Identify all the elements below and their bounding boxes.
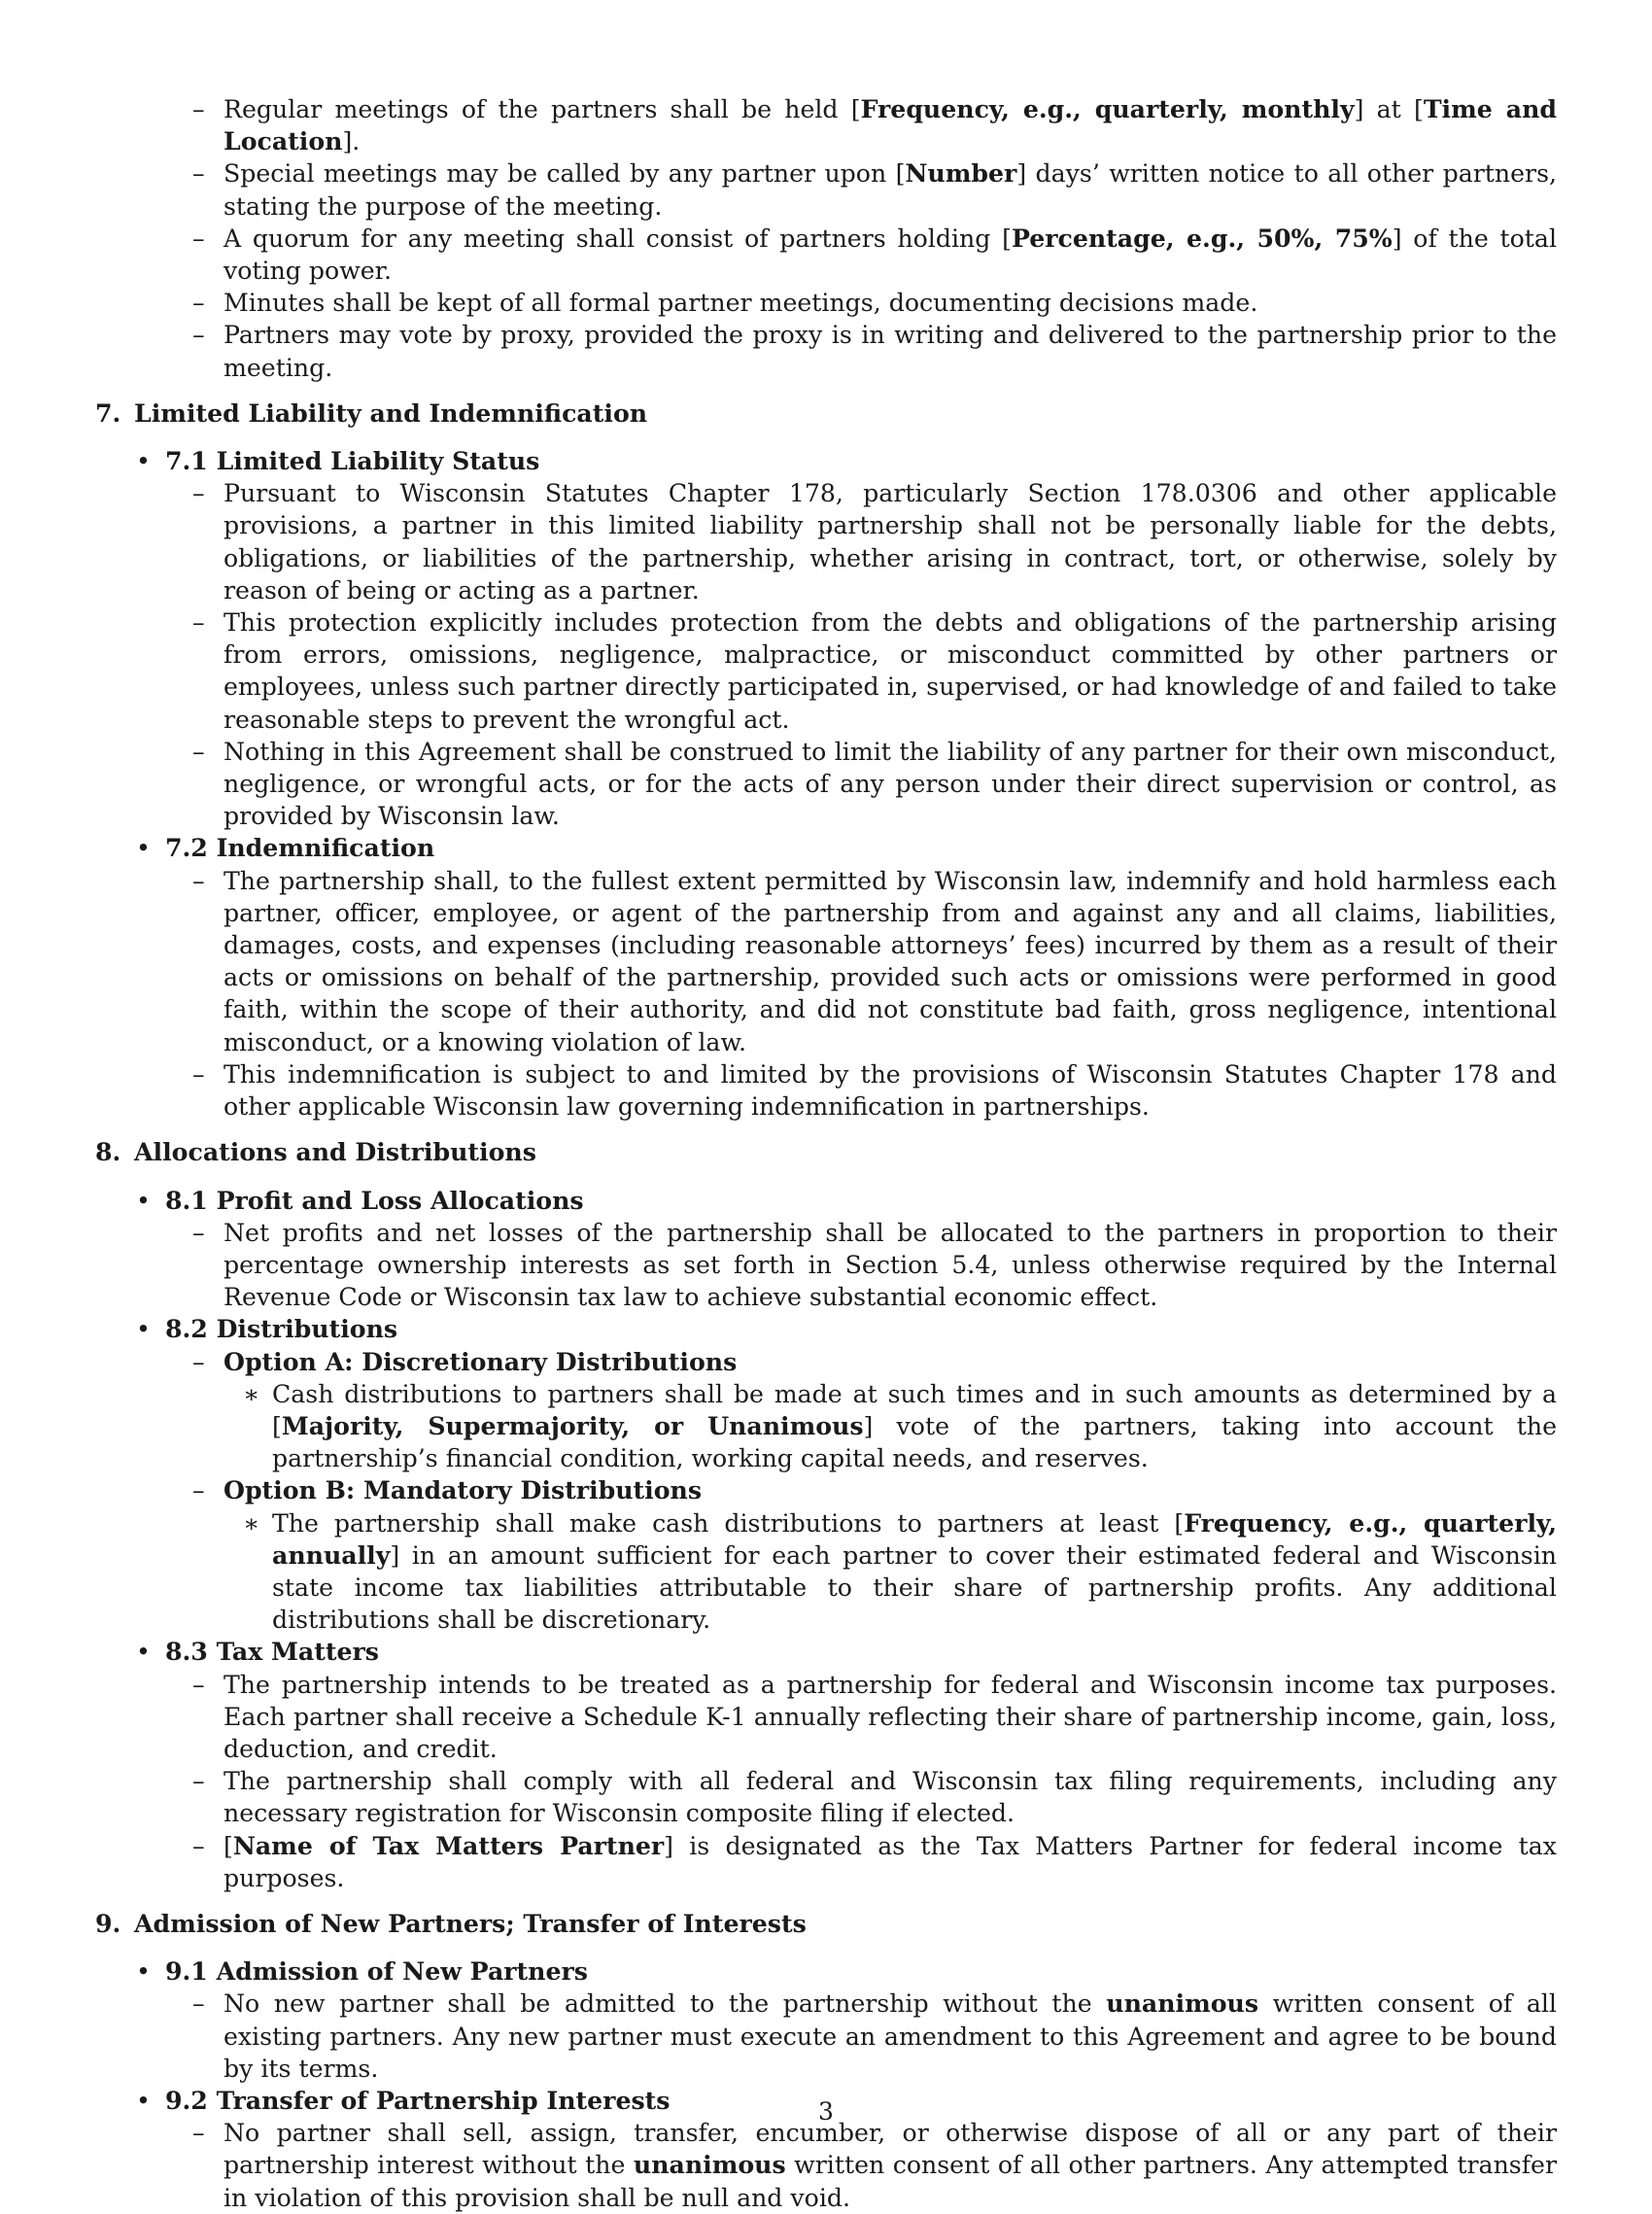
dash-marker: – xyxy=(192,321,205,350)
nested-list-item: ∗ The partnership shall make cash distributions to partners at least [Frequency, e.g., quarterly, annually] in an amount sufficient for each partner to cover their estimated federal and Wisconsin state income tax liabilities attributable to their share of partnership profits. Any additional distributions shall be discretionary. xyxy=(243,1507,1557,1637)
list-item: – The partnership intends to be treated as a partnership for federal and Wisconsin income tax purposes. Each partner shall receive a Schedule K-1 annually reflecting their share of partnership income, gain, loss, deduction, and credit. xyxy=(192,1669,1557,1766)
dash-marker: – xyxy=(192,866,205,895)
list-item: – Minutes shall be kept of all formal partner meetings, documenting decisions made. xyxy=(192,287,1557,319)
dash-marker: – xyxy=(192,479,205,508)
dash-marker: – xyxy=(192,1670,205,1699)
subsection-heading: • 8.2 Distributions xyxy=(134,1313,1557,1345)
dash-marker: – xyxy=(192,608,205,638)
subsection-heading: • 9.1 Admission of New Partners xyxy=(134,1955,1557,1988)
dash-marker: – xyxy=(192,95,205,123)
dash-marker: – xyxy=(192,289,205,318)
section-heading: 7. Limited Liability and Indemnification xyxy=(95,398,648,428)
dash-marker: – xyxy=(192,1831,205,1860)
dash-marker: – xyxy=(192,1476,205,1505)
list-item: – No new partner shall be admitted to the partnership without the unanimous written consent of all existing partners. Any new partner must execute an amendment to this Agreement and agree to be bound by its terms. xyxy=(192,1988,1557,2085)
page-number: 3 xyxy=(818,2097,834,2126)
dash-marker: – xyxy=(192,1989,205,2019)
list-item: – No partner shall sell, assign, transfer, encumber, or otherwise dispose of all or any part of their partnership interest without the unanimous written consent of all other partners. Any attempted transfer in violation of this provision shall be null and void. xyxy=(192,2117,1557,2214)
list-item: – Regular meetings of the partners shall be held [Frequency, e.g., quarterly, monthly] at [Time and Location]. xyxy=(192,93,1557,157)
subsection-heading: • 9.2 Transfer of Partnership Interests xyxy=(134,2085,1557,2117)
dash-marker: – xyxy=(192,737,205,766)
section-heading: 9. Admission of New Partners; Transfer of Interests xyxy=(95,1908,807,1938)
subsection-heading: • 7.2 Indemnification xyxy=(134,832,1557,864)
nested-list-item: ∗ Cash distributions to partners shall be made at such times and in such amounts as determined by a [Majority, Supermajority, or Unanimous] vote of the partners, taking into account the partnership’s financial condition, working capital needs, and reserves. xyxy=(243,1378,1557,1475)
list-item: – The partnership shall, to the fullest extent permitted by Wisconsin law, indemnify and hold harmless each partner, officer, employee, or agent of the partnership from and against any and all claims, liabilities, damages, costs, and expenses (including reasonable attorneys’ fees) incurred by them as a result of their acts or omissions on behalf of the partnership, provided such acts or omissions were performed in good faith, within the scope of their authority, and did not constitute bad faith, gross negligence, intentional misconduct, or a knowing violation of law. xyxy=(192,865,1557,1058)
bullet-marker: • xyxy=(136,1638,151,1667)
dash-marker: – xyxy=(192,2119,205,2148)
list-item: – The partnership shall comply with all federal and Wisconsin tax filing requirements, including any necessary registration for Wisconsin composite filing if elected. xyxy=(192,1765,1557,1829)
list-item: – Pursuant to Wisconsin Statutes Chapter 178, particularly Section 178.0306 and other applicable provisions, a partner in this limited liability partnership shall not be personally liable for the debts, obligations, or liabilities of the partnership, whether arising in contract, tort, or otherwise, solely by reason of being or acting as a partner. xyxy=(192,477,1557,606)
list-item: – Special meetings may be called by any partner upon [Number] days’ written notice to all other partners, stating the purpose of the meeting. xyxy=(192,157,1557,222)
section-heading: 8. Allocations and Distributions xyxy=(95,1137,536,1167)
list-item: – Nothing in this Agreement shall be construed to limit the liability of any partner for their own misconduct, negligence, or wrongful acts, or for the acts of any person under their direct supervision or control, as provided by Wisconsin law. xyxy=(192,736,1557,833)
dash-marker: – xyxy=(192,224,205,253)
bullet-marker: • xyxy=(136,834,151,863)
list-item: – A quorum for any meeting shall consist of partners holding [Percentage, e.g., 50%, 75%] of the total voting power. xyxy=(192,223,1557,287)
list-item: – [Name of Tax Matters Partner] is designated as the Tax Matters Partner for federal income tax purposes. xyxy=(192,1830,1557,1894)
bullet-marker: • xyxy=(136,1315,151,1344)
bullet-marker: • xyxy=(136,2086,151,2115)
option-heading: – Option A: Discretionary Distributions xyxy=(192,1346,1557,1378)
list-item: – Net profits and net losses of the partnership shall be allocated to the partners in proportion to their percentage ownership interests as set forth in Section 5.4, unless otherwise required by the Internal Revenue Code or Wisconsin tax law to achieve substantial economic effect. xyxy=(192,1217,1557,1314)
subsection-heading: • 7.1 Limited Liability Status xyxy=(134,445,1557,477)
dash-marker: – xyxy=(192,1059,205,1089)
bullet-marker: • xyxy=(136,1957,151,1987)
dash-marker: – xyxy=(192,1767,205,1796)
dash-marker: – xyxy=(192,1347,205,1376)
list-item: – This indemnification is subject to and limited by the provisions of Wisconsin Statutes Chapter 178 and other applicable Wisconsin law governing indemnification in partnerships. xyxy=(192,1058,1557,1123)
list-item: – Partners may vote by proxy, provided the proxy is in writing and delivered to the partnership prior to the meeting. xyxy=(192,319,1557,383)
list-item: – This protection explicitly includes protection from the debts and obligations of the partnership arising from errors, omissions, negligence, malpractice, or misconduct committed by other partners or employees, unless such partner directly participated in, supervised, or had knowledge of and failed to take reasonable steps to prevent the wrongful act. xyxy=(192,606,1557,736)
dash-marker: – xyxy=(192,159,205,189)
asterisk-marker: ∗ xyxy=(243,1379,260,1408)
dash-marker: – xyxy=(192,1218,205,1247)
option-heading: – Option B: Mandatory Distributions xyxy=(192,1474,1557,1506)
bullet-marker: • xyxy=(136,447,151,476)
subsection-heading: • 8.3 Tax Matters xyxy=(134,1636,1557,1668)
asterisk-marker: ∗ xyxy=(243,1508,260,1538)
subsection-heading: • 8.1 Profit and Loss Allocations xyxy=(134,1185,1557,1217)
document-page xyxy=(95,93,1557,2214)
bullet-marker: • xyxy=(136,1186,151,1215)
